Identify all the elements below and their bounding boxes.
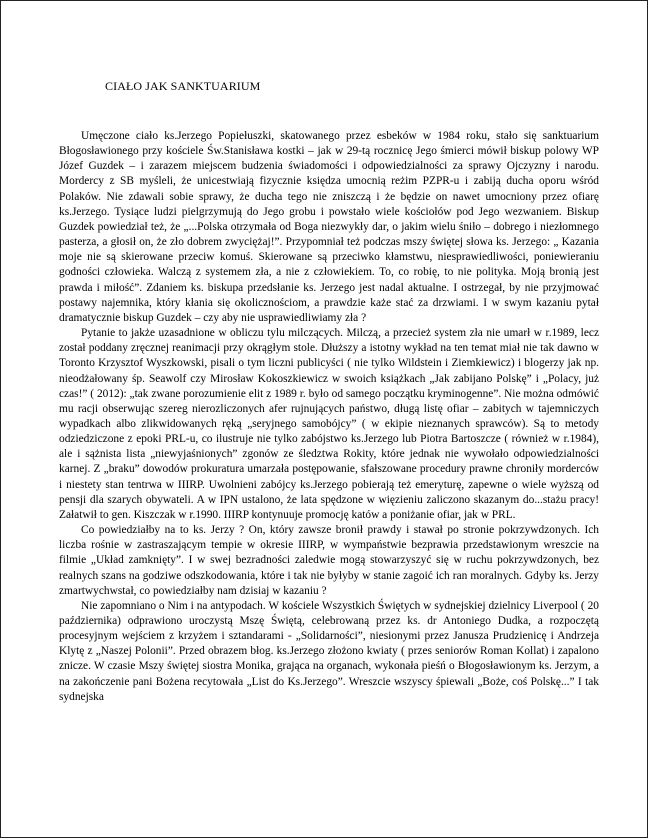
page-title: CIAŁO JAK SANKTUARIUM: [105, 79, 261, 93]
paragraph-4: Nie zapomniano o Nim i na antypodach. W kościele Wszystkich Świętych w sydnejskiej dzielnicy Liverpool ( 20 października) odprawiono uroczystą Mszę Świętą, celebrowaną przez ks. dr Antoniego Dudka, a rozpoczętą procesyjnym wejściem z krzyżem i sztandarami - „Solidarności”, niesionymi przez Janusza Prudzienicę i Andrzeja Klytę z „Naszej Polonii”. Przed obrazem błog. ks.Jerzego złożono kwiaty ( przes seniorów Roman Kollat) i zapalono znicze. W czasie Mszy świętej siostra Monika, grająca na organach, wykonała pieśń o Błogosławionym ks. Jerzym, a na zakończenie pani Bożena recytowała „List do Ks.Jerzego”. Wreszcie wszyscy śpiewali „Boże, coś Polskę...” I tak sydnejska: [59, 599, 599, 703]
paragraph-2: Pytanie to jakże uzasadnione w obliczu tylu milczących. Milczą, a przecież system zła nie umarł w r.1989, lecz został poddany zręcznej reanimacji przy okrągłym stole. Dłuższy a istotny wykład na ten temat miał nie tak dawno w Toronto Krzysztof Wyszkowski, pisali o tym liczni publicyści ( nie tylko Wildstein i Ziemkiewicz) i blogerzy jak np. nieodżałowany śp. Seawolf czy Mirosław Kokoszkiewicz w swoich książkach „Jak zabijano Polskę” i „Polacy, już czas!” ( 2012): „tak zwane porozumienie elit z 1989 r. było od samego początku kryminogenne”. Nie można odmówić mu racji obserwując szereg nierozliczonych afer rujnujących państwo, długą listę ofiar – zabitych w tajemniczych wypadkach albo zlikwidowanych ręką „seryjnego samobójcy” ( w ekipie nieznanych sprawców). Są to metody odziedziczone z epoki PRL-u, co ilustruje nie tylko zabójstwo ks.Jerzego lub Piotra Bartoszcze ( również w r.1984), ale i sążnista lista „niewyjaśnionych” zgonów ze śledztwa Rokity, które jednak nie wywołało odpowiedzialności karnej. Z „braku” dowodów prokuratura umarzała postępowanie, sfałszowane procedury prawne chroniły morderców i niestety stan tentrwa w IIIRP. Uwolnieni zabójcy ks.Jerzego pobierają też emeryturę, zapewne o wiele wyższą od pensji dla szarych obywateli. A w IPN ustalono, że lata spędzone w więzieniu zaliczono skazanym do...stażu pracy! Załatwił to gen. Kiszczak w r.1990. IIIRP kontynuuje promocję katów a poniżanie ofiar, jak w PRL.: [59, 327, 599, 521]
paragraph-3: Co powiedziałby na to ks. Jerzy ? On, który zawsze bronił prawdy i stawał po stronie pokrzywdzonych. Ich liczba rośnie w zastraszającym tempie w okresie IIIRP, w wympaństwie bezprawia przedstawionym wreszcie na filmie „Układ zamknięty”. I w swej bezradności zaledwie mogą stowarzyszyć się w ruchu pokrzywdzonych, bez realnych szans na godziwe odszkodowania, które i tak nie byłyby w stanie zagoić ich ran moralnych. Gdyby ks. Jerzy zmartwychwstał, co powiedziałby nam dzisiaj w kazaniu ?: [59, 524, 599, 597]
paragraph-1: Umęczone ciało ks.Jerzego Popiełuszki, skatowanego przez esbeków w 1984 roku, stało się sanktuarium Błogosławionego przy kościele Św.Stanisława kostki – jak w 29-tą rocznicę Jego śmierci mówił biskup polowy WP Józef Guzdek – i zarazem miejscem budzenia świadomości i odpowiedzialności za sprawy Ojczyzny i narodu. Mordercy z SB myśleli, że unicestwiają fizycznie księdza umocnią reżim PZPR-u i zabiją ducha oporu wśród Polaków. Nie zdawali sobie sprawy, że ducha tego nie zniszczą i że będzie on nawet umocniony przez ofiarę ks.Jerzego. Tysiące ludzi pielgrzymują do Jego grobu i powstało wiele kościołów pod Jego wezwaniem. Biskup Guzdek powiedział też, że „...Polska otrzymała od Boga niezwykły dar, o jakim wielu śniło – dobrego i niezłomnego pasterza, a głosił on, że zło dobrem zwyciężaj!”. Przypomniał też podczas mszy świętej słowa ks. Jerzego: „ Kazania moje nie są skierowane przeciw komuś. Skierowane są przeciwko kłamstwu, niesprawiedliwości, poniewieraniu godności człowieka. Walczą z systemem zła, a nie z człowiekiem. To, co robię, to nie polityka. Moją bronią jest prawda i miłość”. Zdaniem ks. biskupa przedsłanie ks. Jerzego jest nadal aktualne. I ostrzegał, by nie przyjmować postawy najemnika, który kłania się okolicznościom, a prawdzie każe stać za drzwiami. I w swym kazaniu pytał dramatycznie biskup Guzdek – czy aby nie usprawiedliwiamy zła ?: [59, 130, 599, 324]
article-body: [59, 129, 599, 705]
